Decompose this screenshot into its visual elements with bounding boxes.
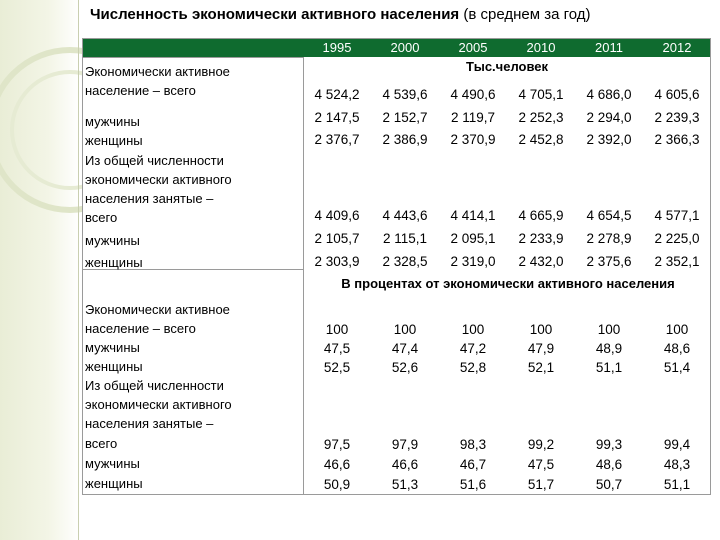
row-label: мужчины <box>85 340 140 355</box>
value-cell: 2 119,7 <box>450 110 496 125</box>
percent-cell: 48,9 <box>595 341 623 356</box>
percent-cell: 51,1 <box>595 360 623 375</box>
percent-cell: 50,9 <box>323 477 351 492</box>
value-cell: 2 303,9 <box>314 254 360 269</box>
row-label: мужчины <box>85 233 140 248</box>
value-cell: 2 152,7 <box>382 110 428 125</box>
percent-cell: 99,2 <box>527 437 555 452</box>
row-label: экономически активного <box>85 172 232 187</box>
row-label: Из общей численности <box>85 378 224 393</box>
value-cell: 4 490,6 <box>450 87 496 102</box>
value-cell: 2 147,5 <box>314 110 360 125</box>
percent-cell: 48,6 <box>595 457 623 472</box>
percent-cell: 52,1 <box>527 360 555 375</box>
value-cell: 2 452,8 <box>518 132 564 147</box>
title-main: Численность экономически активного населения <box>90 6 460 23</box>
value-cell: 2 352,1 <box>654 254 700 269</box>
value-cell: 4 414,1 <box>450 208 496 223</box>
value-cell: 2 432,0 <box>518 254 564 269</box>
percent-cell: 51,1 <box>663 477 691 492</box>
percent-cell: 47,4 <box>391 341 419 356</box>
value-cell: 2 115,1 <box>382 231 428 246</box>
percent-cell: 52,6 <box>391 360 419 375</box>
percent-cell: 100 <box>597 322 621 337</box>
population-table <box>82 38 711 495</box>
value-cell: 2 095,1 <box>450 231 496 246</box>
row-label: женщины <box>85 255 143 270</box>
slide-title <box>90 6 710 23</box>
percent-cell: 52,8 <box>459 360 487 375</box>
row-label: мужчины <box>85 456 140 471</box>
value-cell: 4 686,0 <box>586 87 632 102</box>
percent-cell: 47,9 <box>527 341 555 356</box>
value-cell: 2 392,0 <box>586 132 632 147</box>
row-label: экономически активного <box>85 397 232 412</box>
value-cell: 2 370,9 <box>450 132 496 147</box>
unit-thousands: Тыс.человек <box>465 59 549 74</box>
value-cell: 2 233,9 <box>518 231 564 246</box>
percent-cell: 48,6 <box>663 341 691 356</box>
value-cell: 2 239,3 <box>654 110 700 125</box>
value-cell: 2 252,3 <box>518 110 564 125</box>
title-sub: (в среднем за год) <box>463 6 591 23</box>
percent-cell: 46,7 <box>459 457 487 472</box>
year-header: 2000 <box>390 40 420 55</box>
value-cell: 2 366,3 <box>654 132 700 147</box>
percent-cell: 46,6 <box>323 457 351 472</box>
value-cell: 4 577,1 <box>654 208 700 223</box>
value-cell: 4 605,6 <box>654 87 700 102</box>
value-cell: 4 409,6 <box>314 208 360 223</box>
year-header: 2010 <box>526 40 556 55</box>
value-cell: 4 539,6 <box>382 87 428 102</box>
percent-cell: 100 <box>529 322 553 337</box>
year-header: 1995 <box>322 40 352 55</box>
percent-cell: 51,3 <box>391 477 419 492</box>
percent-cell: 51,6 <box>459 477 487 492</box>
percent-cell: 97,9 <box>391 437 419 452</box>
row-label: мужчины <box>85 114 140 129</box>
percent-cell: 47,5 <box>323 341 351 356</box>
row-label: населения занятые – <box>85 416 214 431</box>
year-header: 2005 <box>458 40 488 55</box>
row-label: Экономически активное <box>85 64 230 79</box>
row-label: женщины <box>85 359 143 374</box>
decorative-divider <box>78 0 79 540</box>
percent-cell: 50,7 <box>595 477 623 492</box>
percent-cell: 99,4 <box>663 437 691 452</box>
row-label: население – всего <box>85 321 196 336</box>
value-cell: 4 524,2 <box>314 87 360 102</box>
row-label: всего <box>85 210 118 225</box>
percent-cell: 46,6 <box>391 457 419 472</box>
percent-cell: 51,4 <box>663 360 691 375</box>
value-cell: 2 278,9 <box>586 231 632 246</box>
value-cell: 4 654,5 <box>586 208 632 223</box>
percent-cell: 97,5 <box>323 437 351 452</box>
row-label: женщины <box>85 476 143 491</box>
percent-cell: 100 <box>665 322 689 337</box>
row-label: Экономически активное <box>85 302 230 317</box>
value-cell: 4 705,1 <box>518 87 564 102</box>
percent-cell: 100 <box>461 322 485 337</box>
value-cell: 4 665,9 <box>518 208 564 223</box>
value-cell: 2 376,7 <box>314 132 360 147</box>
percent-cell: 100 <box>325 322 349 337</box>
row-divider <box>83 57 303 58</box>
value-cell: 2 225,0 <box>654 231 700 246</box>
row-label: население – всего <box>85 83 196 98</box>
percent-cell: 99,3 <box>595 437 623 452</box>
percent-cell: 100 <box>393 322 417 337</box>
year-header: 2011 <box>595 40 623 55</box>
percent-cell: 47,2 <box>459 341 487 356</box>
unit-percent: В процентах от экономически активного населения <box>341 276 675 291</box>
percent-cell: 48,3 <box>663 457 691 472</box>
percent-cell: 98,3 <box>459 437 487 452</box>
value-cell: 2 294,0 <box>586 110 632 125</box>
value-cell: 2 375,6 <box>586 254 632 269</box>
percent-cell: 47,5 <box>527 457 555 472</box>
value-cell: 2 105,7 <box>314 231 360 246</box>
row-label: всего <box>85 436 118 451</box>
year-header: 2012 <box>662 40 692 55</box>
value-cell: 4 443,6 <box>382 208 428 223</box>
percent-cell: 51,7 <box>527 477 555 492</box>
table-header-row <box>83 39 710 57</box>
row-label: Из общей численности <box>85 153 224 168</box>
row-label: населения занятые – <box>85 191 214 206</box>
value-cell: 2 319,0 <box>450 254 496 269</box>
row-label: женщины <box>85 133 143 148</box>
percent-cell: 52,5 <box>323 360 351 375</box>
value-cell: 2 328,5 <box>382 254 428 269</box>
value-cell: 2 386,9 <box>382 132 428 147</box>
